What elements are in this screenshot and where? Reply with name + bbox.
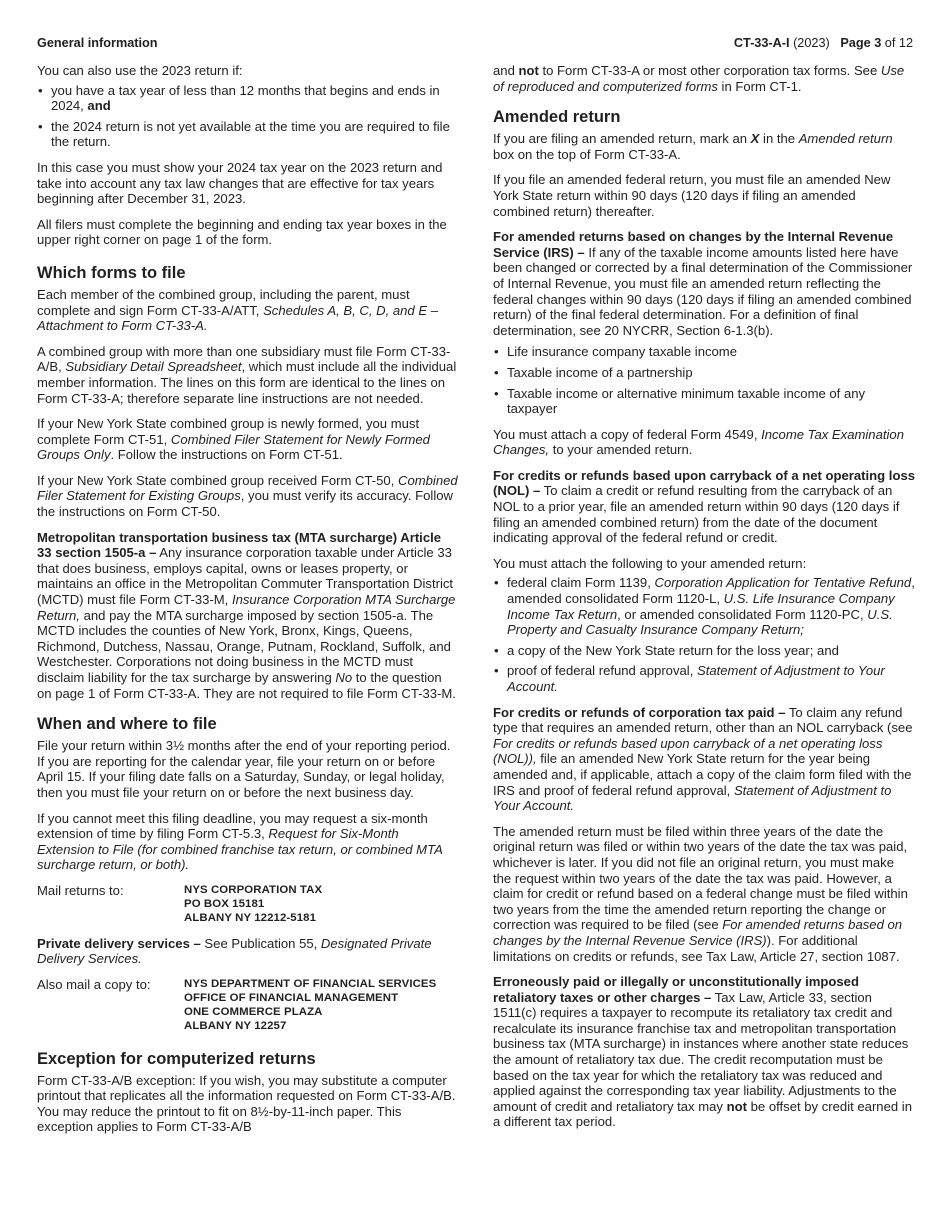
- copy-address: NYS DEPARTMENT OF FINANCIAL SERVICES OFFICE OF FINANCIAL MANAGEMENT ONE COMMERCE PLAZA ALBANY NY 12257: [184, 977, 437, 1033]
- paragraph: File your return within 3½ months after the end of your reporting period. If you are reporting for the calendar year, file your return on or before April 15. If your filing date falls on a Saturday, Sunday, or legal holiday, then you must file your return on or before the next business day.: [37, 738, 451, 800]
- paragraph: Form CT-33-A/B exception: If you wish, you may substitute a computer printout that replicates all the information requested on Form CT-33-A/B. You may reduce the printout to fit on 8½-by-11-inch paper. This exception applies to Form CT-33-A/B: [37, 1072, 456, 1135]
- nol-list: [493, 575, 915, 694]
- irs-list: [493, 344, 915, 416]
- section-title: Which forms to file: [37, 263, 186, 282]
- paragraph: All filers must complete the beginning and ending tax year boxes in the upper right corner on page 1 of the form.: [37, 216, 447, 248]
- form-id: CT-33-A-I: [733, 36, 790, 50]
- list-item: • federal claim Form 1139, Corporation Application for Tentative Refund, amended consolidated Form 1120-L, U.S. Life Insurance Company Income Tax Return, or amended consolidated Form 1120-PC, U.S. Property and Casualty Insurance Company Return;: [493, 575, 915, 637]
- paragraph: For amended returns based on changes by the Internal Revenue Service (IRS) – If any of the taxable income amounts listed here have been changed or corrected by a final determination of the Commissioner of Internal Revenue, you must file an amended return reflecting the federal changes within 90 days (120 days if filing an amended combined return) of the final federal determination. For a definition of final determination, see 20 NYCRR, Section 6-1.3(b).: [493, 229, 913, 338]
- list-item: • proof of federal refund approval, Statement of Adjustment to Your Account.: [493, 663, 915, 694]
- mail-address-block: [37, 883, 459, 926]
- list-item: • Life insurance company taxable income: [493, 344, 915, 360]
- list-item: • you have a tax year of less than 12 months that begins and ends in 2024, and: [37, 83, 459, 114]
- intro-text: You can also use the 2023 return if:: [37, 63, 243, 78]
- paragraph: Each member of the combined group, including the parent, must complete and sign Form CT-33-A/ATT, Schedules A, B, C, D, and E – Attachment to Form CT-33-A.: [37, 286, 438, 334]
- paragraph: and not to Form CT-33-A or most other corporation tax forms. See Use of reproduced and computerized forms in Form CT-1.: [493, 63, 905, 94]
- right-column: [493, 63, 915, 1140]
- paragraph: Erroneously paid or illegally or unconstitutionally imposed retaliatory taxes or other charges – Tax Law, Article 33, section 1511(c) requires a taxpayer to recompute its retaliatory tax credit and recalculate its insurance franchise tax and metropolitan transportation business tax (MTA surcharge) in instances where another state reduces the amount of retaliatory tax due. The credit recomputation must be based on the tax year for which the retaliatory tax was reduced and applied against the corresponding tax year liability. Adjustments to the amount of credit and retaliatory tax may not be offset by credit earned in a different tax period.: [493, 974, 912, 1130]
- section-title: Amended return: [493, 108, 621, 127]
- mail-address: NYS CORPORATION TAX PO BOX 15181 ALBANY NY 12212-5181: [184, 883, 323, 925]
- form-year: (2023): [793, 36, 830, 50]
- page-total: of 12: [884, 36, 913, 50]
- paragraph: For credits or refunds based upon carryback of a net operating loss (NOL) – To claim a credit or refund resulting from the carryback of an NOL to a prior year, file an amended return within 90 days (120 days if filing an amended combined return) from the date of the document indicating approval of the federal refund or credit.: [493, 467, 916, 546]
- list-item: • the 2024 return is not yet available at the time you are required to file the return.: [37, 119, 459, 150]
- paragraph: Metropolitan transportation business tax (MTA surcharge) Article 33 section 1505-a – Any insurance corporation taxable under Article 33 that does business, employs capital, owns or leases property, or maintains an office in the Metropolitan Commuter Transportation District (MCTD) must file Form CT-33-M, Insurance Corporation MTA Surcharge Return, and pay the MTA surcharge imposed by section 1505-a. The MCTD includes the counties of New York, Bronx, Kings, Queens, Richmond, Dutchess, Nassau, Orange, Putnam, Rockland, Suffolk, and Westchester. Corporations not doing business in the MCTD must disclaim liability for the tax surcharge by answering No to the question on page 1 of Form CT-33-A. They are not required to file Form CT-33-M.: [37, 529, 456, 701]
- paragraph: If you file an amended federal return, you must file an amended New York State return within 90 days (120 days if filing an amended combined return) thereafter.: [493, 172, 891, 219]
- paragraph: If your New York State combined group is newly formed, you must complete Form CT-51, Combined Filer Statement for Newly Formed Groups Only. Follow the instructions on Form CT-51.: [37, 416, 430, 463]
- paragraph: You must attach the following to your amended return:: [493, 555, 807, 571]
- mail-label: Mail returns to:: [37, 882, 124, 898]
- paragraph: If you cannot meet this filing deadline, you may request a six-month extension of time by filing Form CT-5.3, Request for Six-Month Extension to File (for combined franchise tax return, or combined MTA surcharge return, or both).: [37, 810, 443, 873]
- list-item: • Taxable income of a partnership: [493, 365, 915, 381]
- paragraph: If you are filing an amended return, mark an X in the Amended return box on the top of Form CT-33-A.: [493, 131, 893, 162]
- copy-label: Also mail a copy to:: [37, 976, 151, 992]
- section-heading: General information: [37, 36, 158, 50]
- list-item: • Taxable income or alternative minimum taxable income of any taxpayer: [493, 386, 915, 417]
- paragraph: Private delivery services – See Publication 55, Designated Private Delivery Services.: [37, 935, 432, 967]
- paragraph: In this case you must show your 2024 tax year on the 2023 return and take into account any tax law changes that are effective for tax years beginning after December 31, 2023.: [37, 159, 443, 207]
- section-title: Exception for computerized returns: [37, 1049, 316, 1068]
- section-title: When and where to file: [37, 715, 217, 734]
- paragraph: A combined group with more than one subsidiary must file Form CT-33-A/B, Subsidiary Detail Spreadsheet, which must include all the individual member information. The lines on this form are identical to the lines on Form CT-33-A; therefore separate line instructions are not needed.: [37, 343, 457, 406]
- page-number: Page 3: [840, 36, 882, 50]
- paragraph: If your New York State combined group received Form CT-50, Combined Filer Statement for Existing Groups, you must verify its accuracy. Follow the instructions on Form CT-50.: [37, 472, 458, 520]
- paragraph: You must attach a copy of federal Form 4549, Income Tax Examination Changes, to your amended return.: [493, 426, 904, 458]
- paragraph: The amended return must be filed within three years of the date the original return was filed or within two years of the date the tax was paid, whichever is later. If you did not file an original return, you must make the request within two years of the date the tax was paid. However, a claim for credit or refund based on a federal change must be filed within two years from the time the amended return reporting the change or correction was required to be filed (see For amended returns based on changes by the Internal Revenue Service (IRS)). For additional limitations on credits or refunds, see Tax Law, Article 27, section 1087.: [493, 823, 908, 964]
- left-column: [37, 63, 459, 1145]
- page-header: [734, 36, 913, 52]
- paragraph: For credits or refunds of corporation tax paid – To claim any refund type that requires an amended return, other than an NOL carryback (see For credits or refunds based upon carryback of a net operating loss (NOL)), file an amended New York State return for the year being amended and, if applicable, attach a copy of the claim form filed with the IRS and proof of federal refund approval, Statement of Adjustment to Your Account.: [493, 704, 913, 814]
- list-item: • a copy of the New York State return for the loss year; and: [493, 643, 915, 659]
- copy-address-block: [37, 977, 459, 1034]
- intro-list: [37, 83, 459, 150]
